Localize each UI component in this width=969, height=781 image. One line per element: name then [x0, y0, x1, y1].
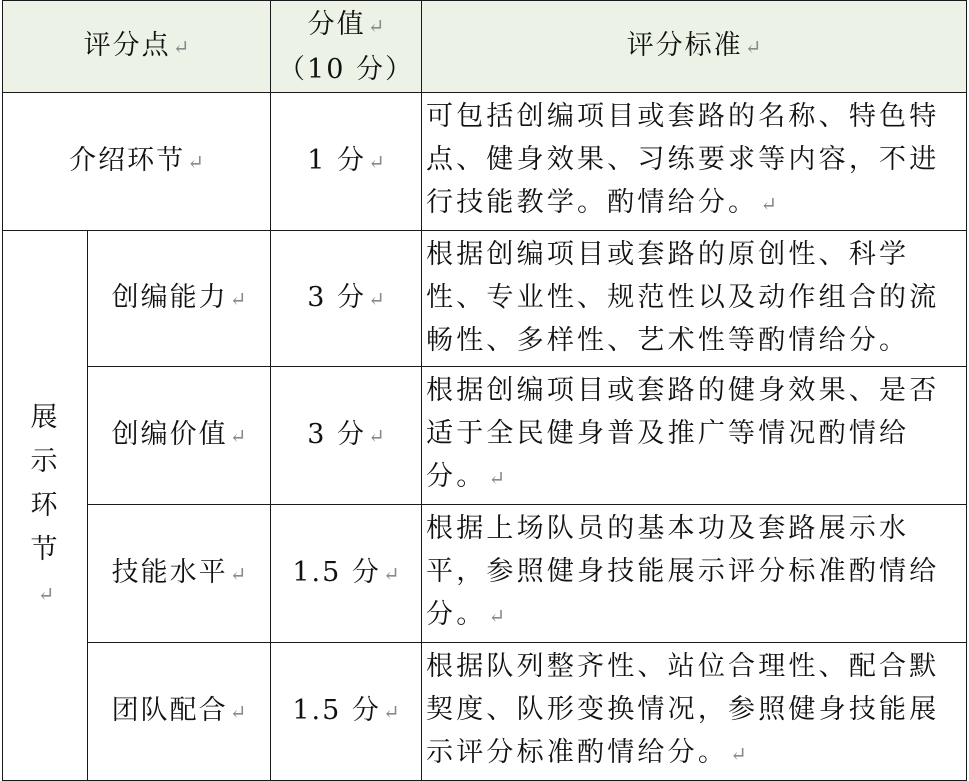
paragraph-mark-icon: ↵	[367, 13, 385, 38]
paragraph-mark-icon: ↵	[368, 424, 385, 448]
item-cell	[88, 367, 271, 505]
group-label-cell	[3, 231, 88, 781]
points-cell	[271, 367, 422, 505]
paragraph-mark-icon: ↵	[172, 35, 190, 59]
criteria-skill-level: 根据上场队员的基本功及套路展示水平，参照健身技能展示评分标准酌情给分。	[426, 513, 940, 630]
item-cell	[88, 505, 271, 643]
table-row	[3, 505, 967, 643]
group-label-char: 节	[30, 533, 60, 565]
paragraph-mark-icon: ↵	[730, 742, 747, 766]
criteria-creative-ability: 根据创编项目或套路的原创性、科学性、专业性、规范性以及动作组合的流畅性、多样性、艺术性等酌情给分。	[426, 239, 940, 356]
header-score-value-line2: （10 分）	[278, 53, 414, 85]
points-creative-ability: 3 分	[307, 282, 367, 313]
header-row	[3, 1, 967, 93]
table-row	[3, 93, 967, 231]
item-cell	[3, 93, 271, 231]
item-skill-level: 技能水平	[111, 557, 228, 588]
table-row	[3, 643, 967, 781]
paragraph-mark-icon: ↵	[382, 700, 400, 724]
group-label-char: 示	[30, 445, 60, 477]
item-cell	[88, 231, 271, 367]
points-cell	[271, 231, 422, 367]
paragraph-mark-icon: ↵	[368, 150, 385, 174]
criteria-cell	[422, 367, 967, 505]
criteria-creative-value: 根据创编项目或套路的健身效果、是否适于全民健身普及推广等情况酌情给分。	[426, 375, 940, 492]
group-label-char: 环	[30, 489, 60, 521]
paragraph-mark-icon: ↵	[37, 581, 55, 606]
criteria-cell	[422, 93, 967, 231]
item-cell	[88, 643, 271, 781]
paragraph-mark-icon: ↵	[229, 700, 247, 724]
paragraph-mark-icon: ↵	[744, 35, 762, 59]
header-criteria-text: 评分标准	[626, 30, 743, 61]
criteria-teamwork: 根据队列整齐性、站位合理性、配合默契度、队形变换情况，参照健身技能展示评分标准酌情给分。	[426, 651, 940, 768]
points-cell	[271, 505, 422, 643]
item-intro: 介绍环节	[69, 145, 186, 176]
points-cell	[271, 643, 422, 781]
points-creative-value: 3 分	[307, 419, 367, 450]
item-creative-ability: 创编能力	[111, 282, 228, 313]
paragraph-mark-icon: ↵	[229, 424, 247, 448]
item-teamwork: 团队配合	[111, 695, 228, 726]
criteria-cell	[422, 231, 967, 367]
points-skill-level: 1.5 分	[292, 557, 381, 588]
points-cell	[271, 93, 422, 231]
paragraph-mark-icon: ↵	[760, 192, 777, 216]
scoring-table	[2, 0, 967, 781]
criteria-intro: 可包括创编项目或套路的名称、特色特点、健身效果、习练要求等内容，不进行技能教学。酌情给分。	[426, 101, 940, 218]
paragraph-mark-icon: ↵	[488, 466, 506, 490]
paragraph-mark-icon: ↵	[488, 604, 506, 628]
paragraph-mark-icon: ↵	[382, 562, 400, 586]
points-intro: 1 分	[307, 145, 367, 176]
paragraph-mark-icon: ↵	[229, 562, 247, 586]
paragraph-mark-icon: ↵	[368, 287, 385, 311]
header-scoring-point	[3, 1, 271, 93]
header-score-value-line1: 分值	[307, 8, 366, 40]
points-teamwork: 1.5 分	[292, 695, 381, 726]
table-row	[3, 231, 967, 367]
header-score-value	[271, 1, 422, 93]
header-criteria	[422, 1, 967, 93]
criteria-cell	[422, 643, 967, 781]
item-creative-value: 创编价值	[111, 419, 228, 450]
group-label-char: 展	[30, 401, 60, 433]
criteria-cell	[422, 505, 967, 643]
paragraph-mark-icon: ↵	[229, 287, 247, 311]
table-row	[3, 367, 967, 505]
header-scoring-point-text: 评分点	[83, 30, 171, 61]
paragraph-mark-icon: ↵	[187, 150, 204, 174]
